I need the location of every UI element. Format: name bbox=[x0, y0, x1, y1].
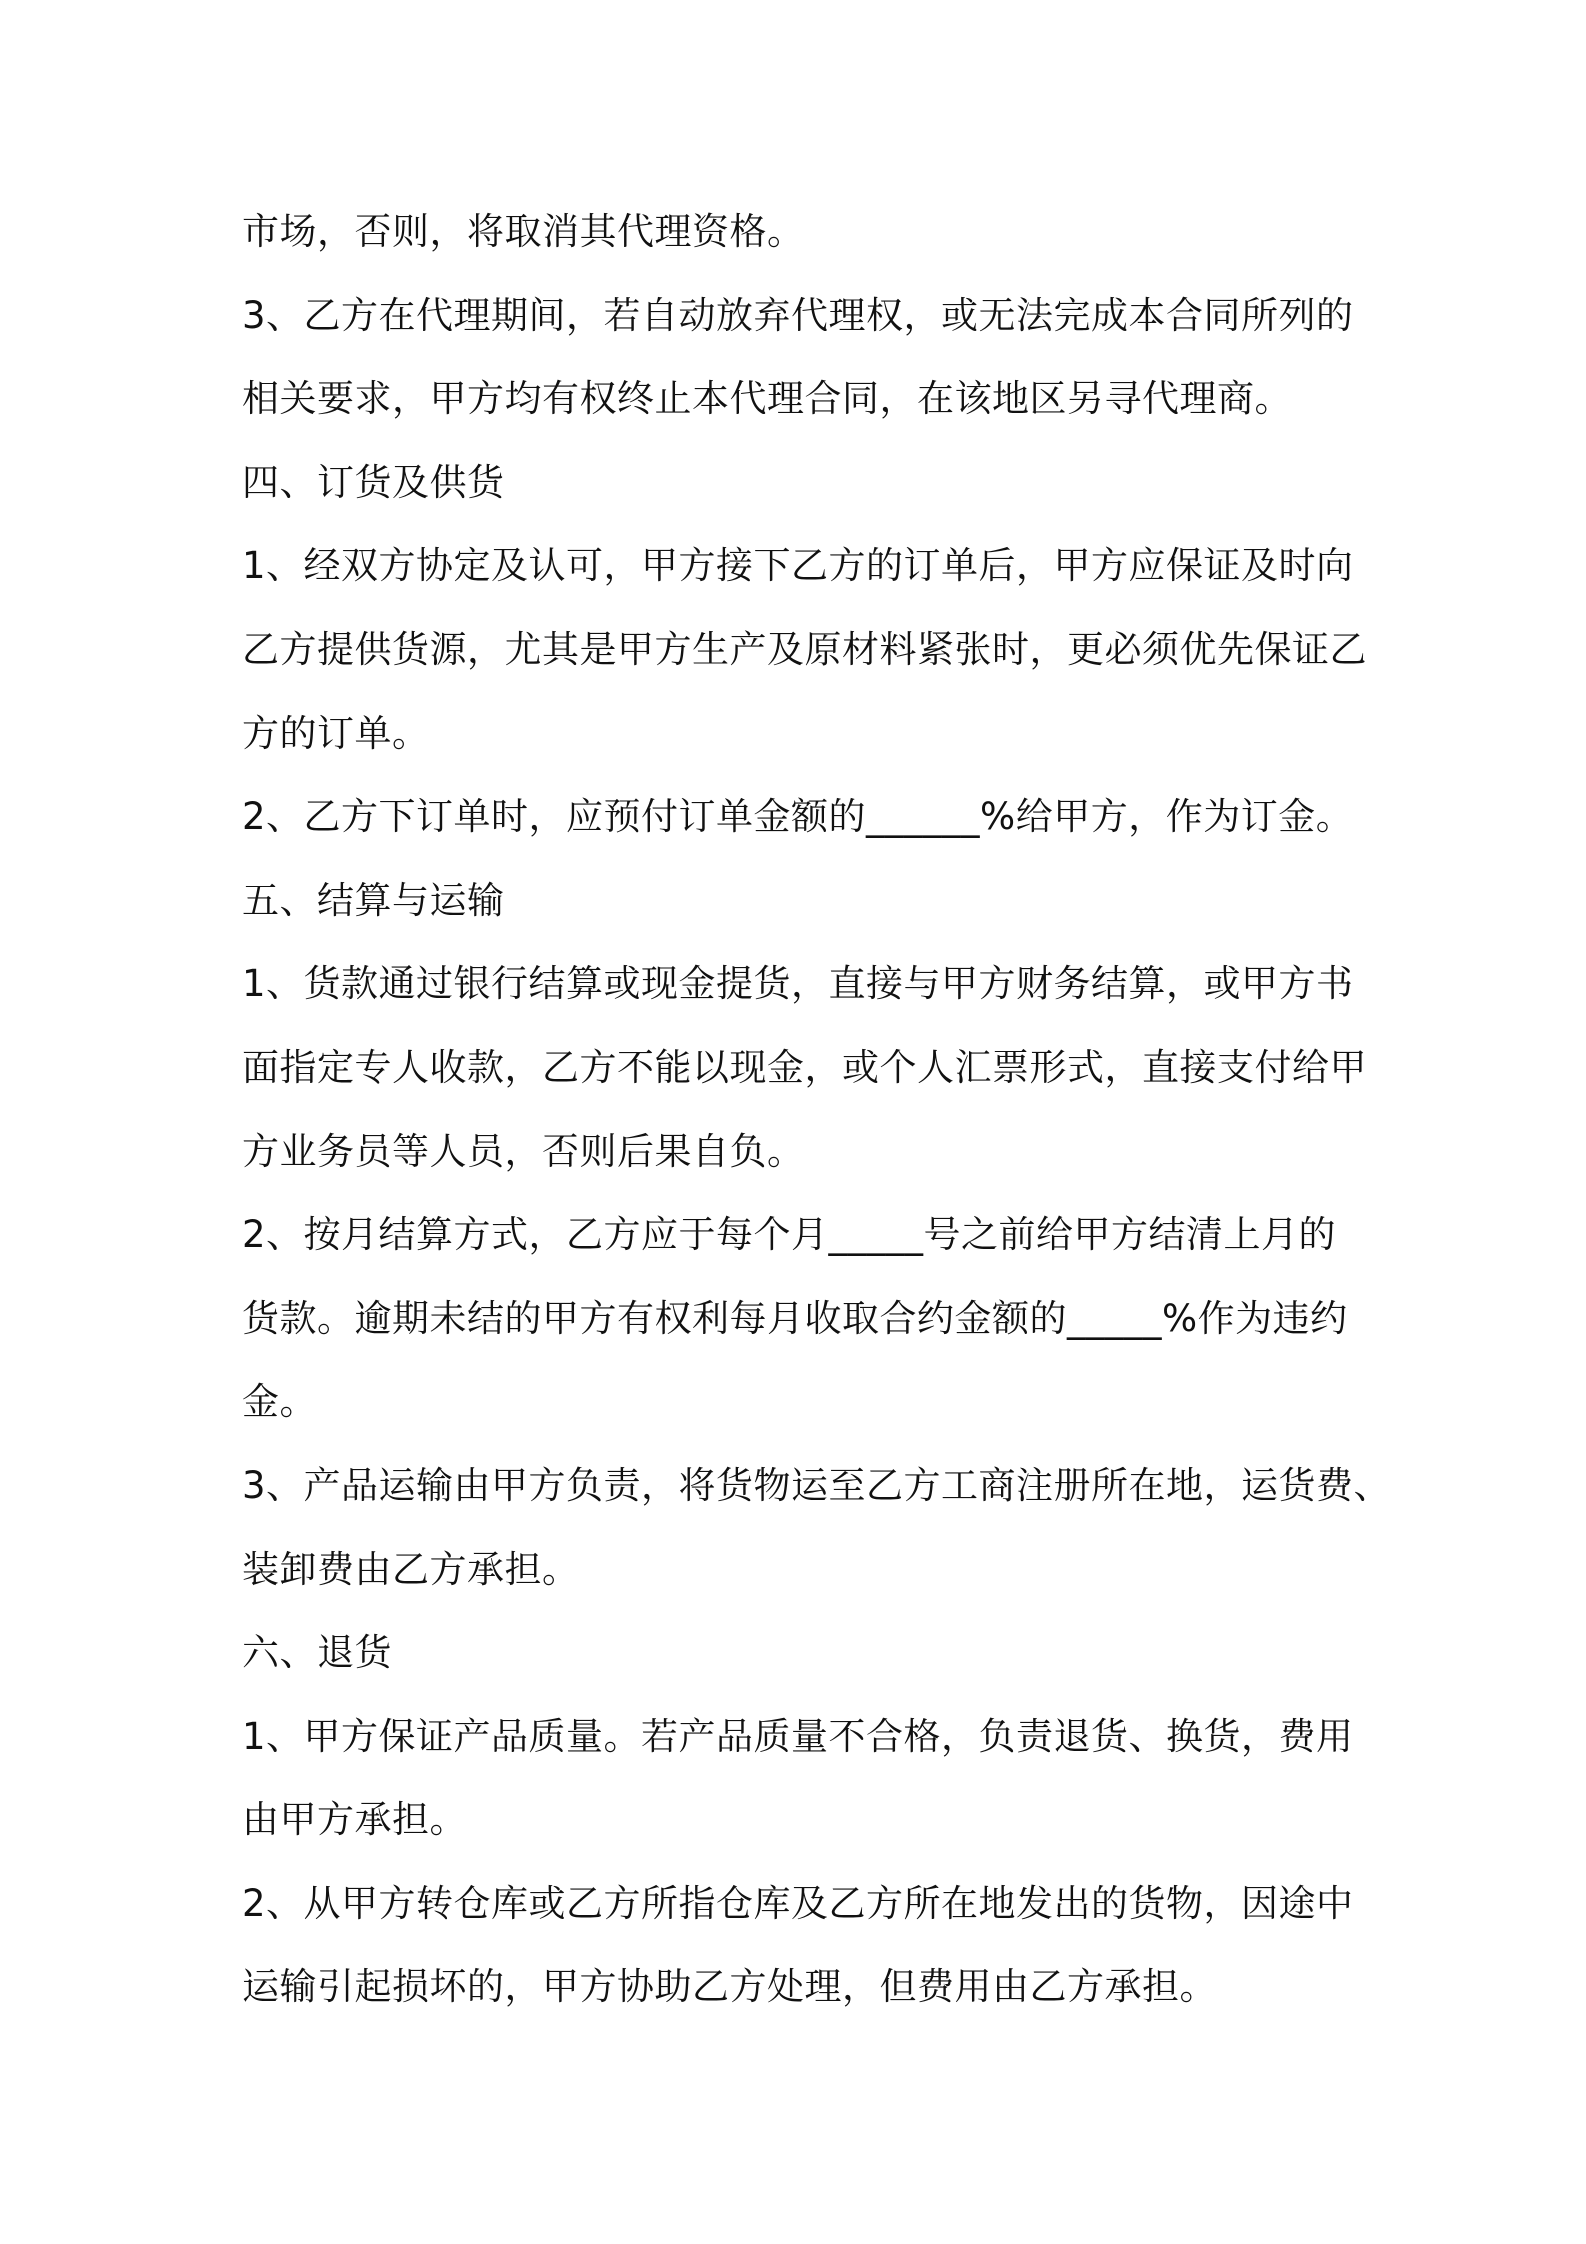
section-heading: 四、订货及供货 bbox=[242, 460, 505, 504]
clause-line: 1、货款通过银行结算或现金提货，直接与甲方财务结算，或甲方书 bbox=[242, 962, 1354, 1006]
clause-line: 3、乙方在代理期间，若自动放弃代理权，或无法完成本合同所列的 bbox=[242, 293, 1354, 337]
clause-line: 1、经双方协定及认可，甲方接下乙方的订单后，甲方应保证及时向 bbox=[242, 544, 1354, 588]
clause-line: 1、甲方保证产品质量。若产品质量不合格，负责退货、换货，费用 bbox=[242, 1714, 1354, 1758]
text-line: 面指定专人收款，乙方不能以现金，或个人汇票形式，直接支付给甲 bbox=[242, 1045, 1367, 1089]
clause-line: 2、按月结算方式，乙方应于每个月_____号之前给甲方结清上月的 bbox=[242, 1213, 1337, 1257]
clause-line: 3、产品运输由甲方负责，将货物运至乙方工商注册所在地，运货费、 bbox=[242, 1463, 1392, 1507]
clause-line: 2、从甲方转仓库或乙方所指仓库及乙方所在地发出的货物，因途中 bbox=[242, 1881, 1354, 1925]
text-line: 市场，否则，将取消其代理资格。 bbox=[242, 210, 805, 253]
clause-line: 2、乙方下订单时，应预付订单金额的______%给甲方，作为订金。 bbox=[242, 795, 1354, 839]
text-line: 方的订单。 bbox=[242, 711, 430, 755]
text-line: 相关要求，甲方均有权终止本代理合同，在该地区另寻代理商。 bbox=[242, 377, 1292, 421]
text-line: 由甲方承担。 bbox=[242, 1798, 467, 1842]
document-body bbox=[242, 190, 1392, 2029]
text-line: 乙方提供货源，尤其是甲方生产及原材料紧张时，更必须优先保证乙 bbox=[242, 627, 1367, 671]
section-heading: 六、退货 bbox=[242, 1631, 392, 1675]
section-heading: 五、结算与运输 bbox=[242, 878, 505, 922]
text-line: 金。 bbox=[242, 1380, 317, 1424]
text-line: 运输引起损坏的，甲方协助乙方处理，但费用由乙方承担。 bbox=[242, 1965, 1217, 2009]
text-line: 货款。逾期未结的甲方有权利每月收取合约金额的_____%作为违约 bbox=[242, 1296, 1348, 1340]
text-line: 方业务员等人员，否则后果自负。 bbox=[242, 1129, 805, 1173]
text-line: 装卸费由乙方承担。 bbox=[242, 1547, 580, 1591]
